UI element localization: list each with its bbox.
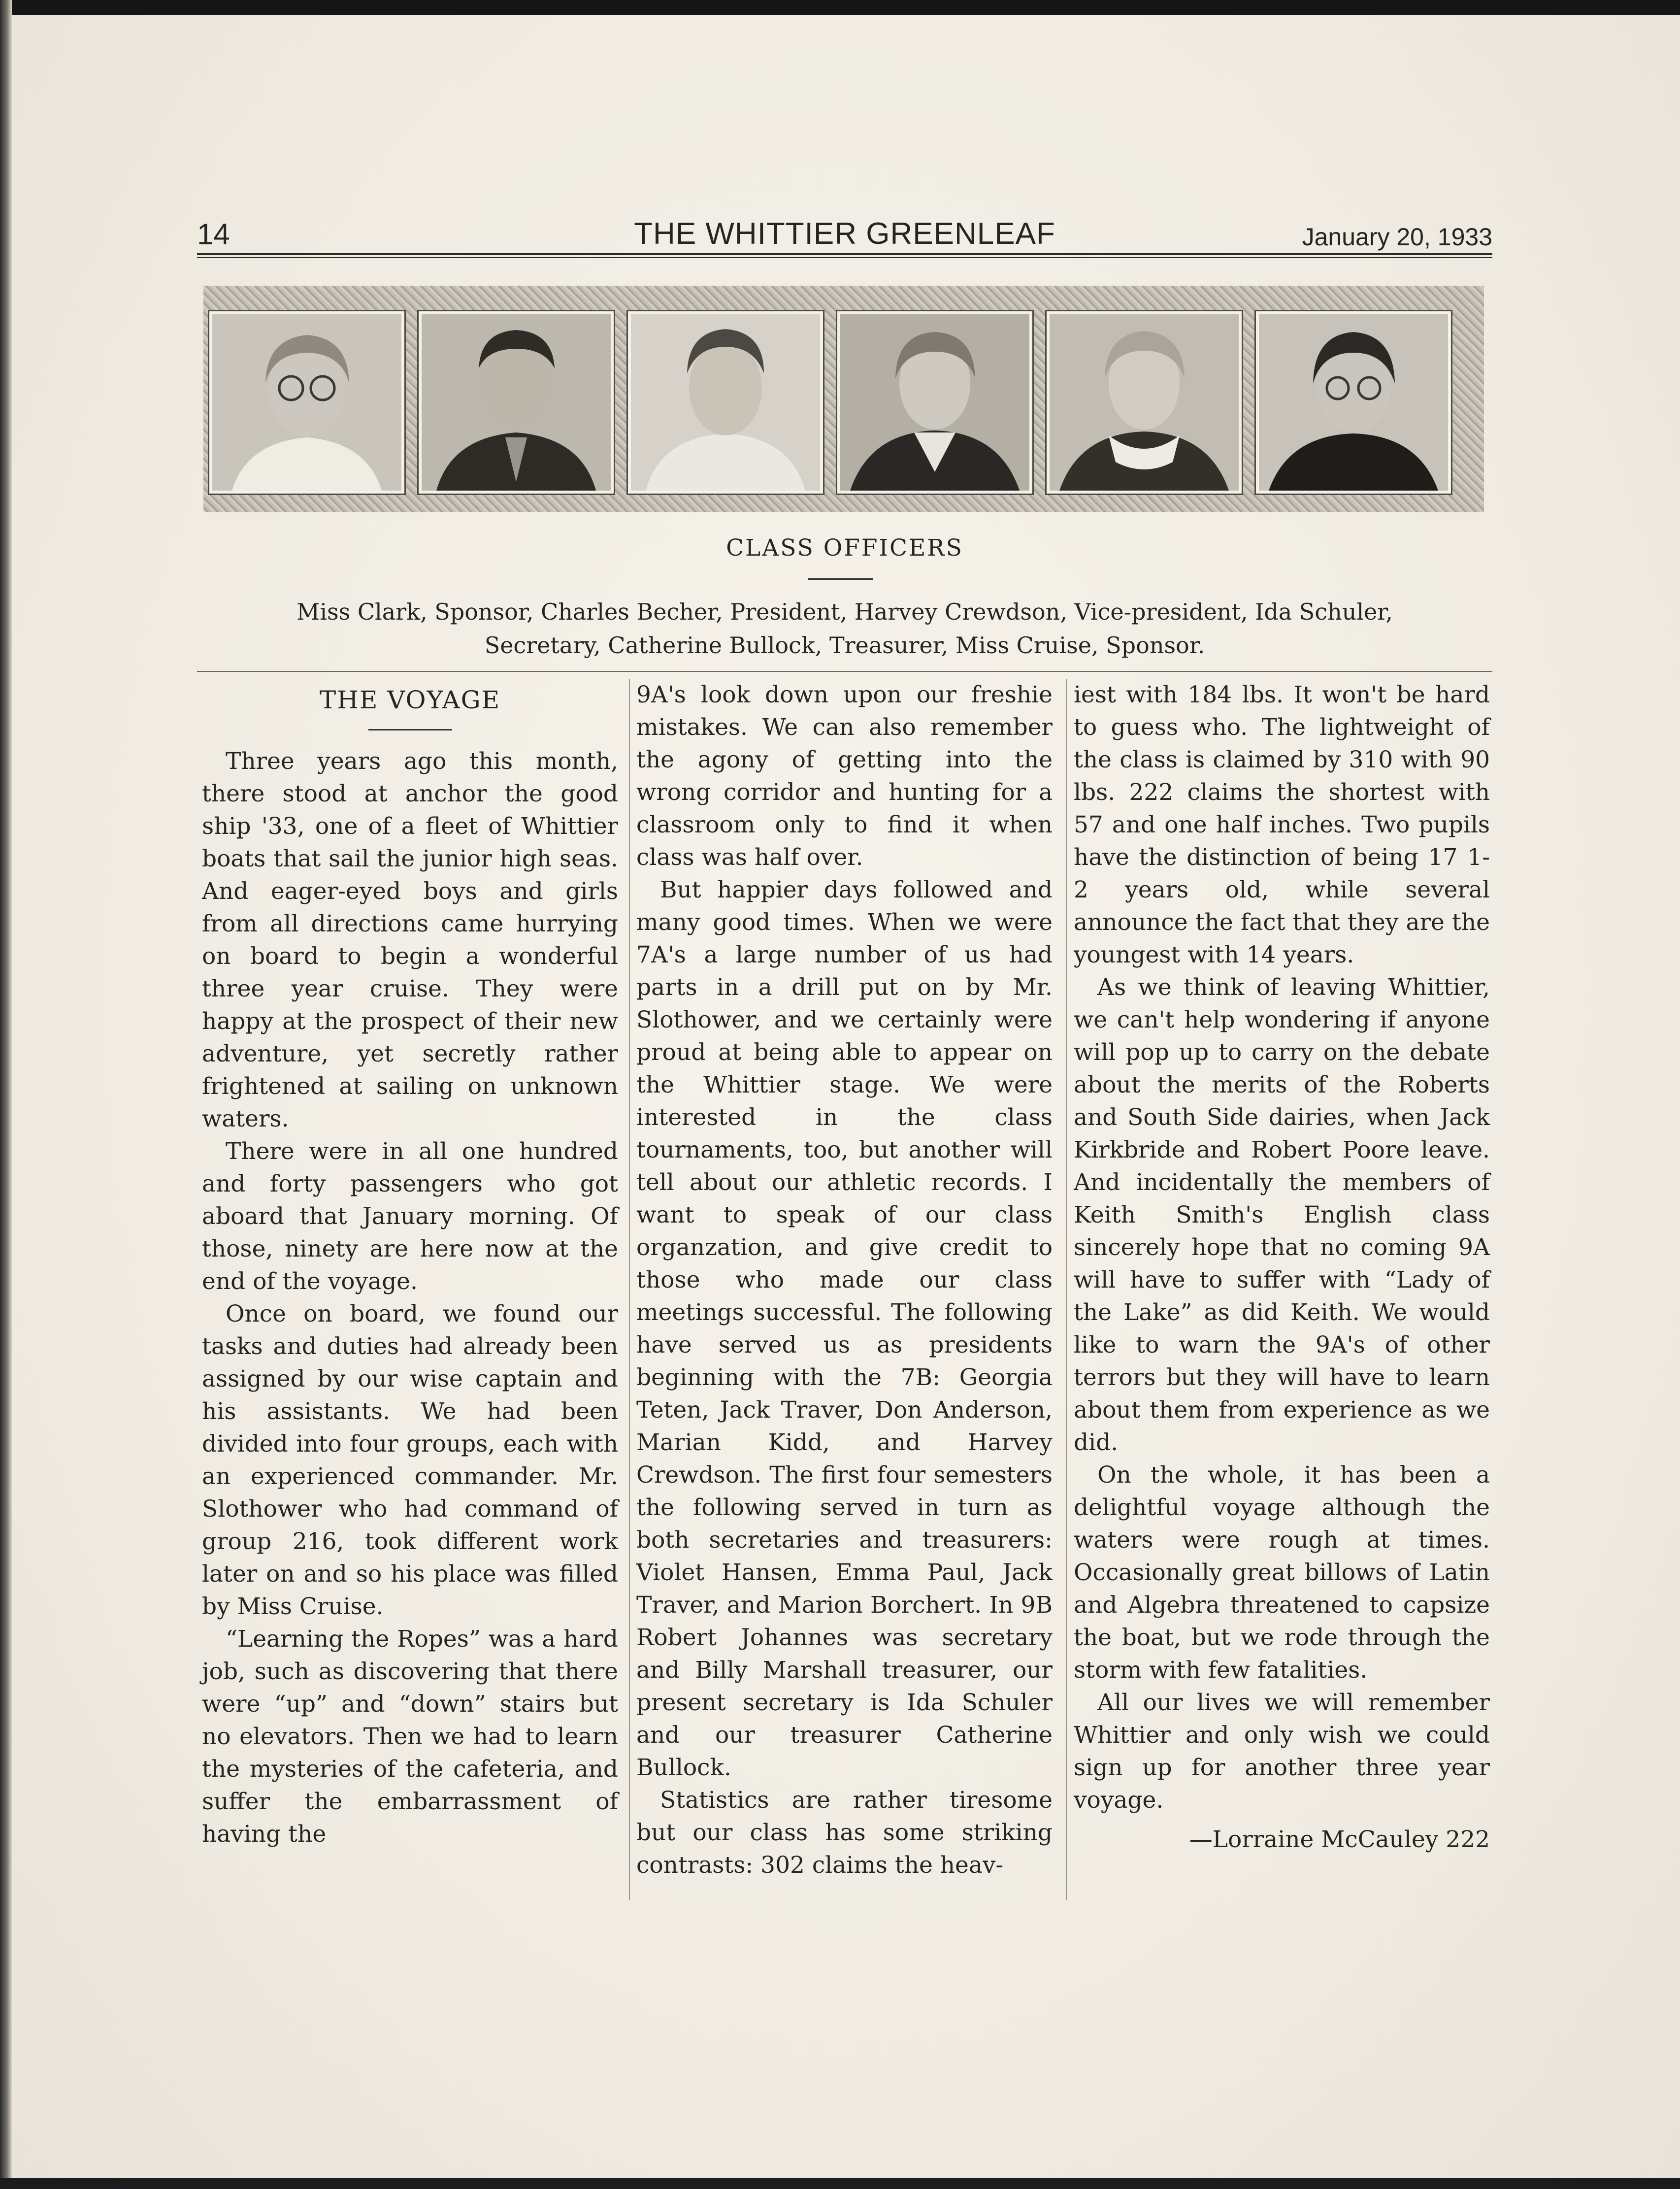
page-header — [197, 213, 1492, 251]
scan-frame-bottom — [0, 2178, 1680, 2189]
publication-title: THE WHITTIER GREENLEAF — [634, 217, 1055, 251]
page-number: 14 — [197, 218, 230, 251]
article-column-2 — [636, 679, 1053, 1882]
caption-title: CLASS OFFICERS — [726, 534, 963, 562]
portrait-catherine-bullock — [1047, 311, 1242, 494]
portrait-charles-becher — [419, 311, 614, 494]
portrait-harvey-crewdson — [628, 311, 823, 494]
portrait-ida-schuler — [837, 311, 1032, 494]
scan-frame-left — [0, 0, 12, 2189]
column-divider — [1066, 679, 1067, 1900]
article-title: THE VOYAGE — [319, 686, 501, 714]
paragraph: On the whole, it has been a delightful voyage although the waters were rough at times. Occasionally great billows of Latin and Algebra threatened to capsize the boat, but we rode through the storm with few fatalities. — [1074, 1461, 1490, 1684]
portrait-miss-clark — [209, 311, 404, 494]
column-divider — [629, 679, 630, 1900]
class-officers-photo-band — [203, 286, 1484, 512]
paragraph: As we think of leaving Whittier, we can't help wondering if anyone will pop up to carry on the debate about the merits of the Roberts and South Side dairies, when Jack Kirkbride and Robert Poore leave. And incidentally the members of Keith Smith's English class sincerely hope that no coming 9A will have to suffer with “Lady of the Lake” as did Keith. We would like to warn the 9A's of other terrors but they will have to learn about them from experience as we did. — [1074, 974, 1490, 1456]
article-byline: —Lorraine McCauley 222 — [1189, 1826, 1490, 1853]
scan-frame-top — [0, 0, 1680, 15]
paragraph: There were in all one hundred and forty passengers who got aboard that January morning. Of those, ninety are here now at the end of the voyage. — [202, 1138, 618, 1295]
paragraph: All our lives we will remember Whittier and only wish we could sign up for another three year voyage. — [1074, 1689, 1490, 1814]
caption-names — [197, 595, 1492, 662]
article-column-3 — [1074, 679, 1490, 1856]
issue-date: January 20, 1933 — [1302, 223, 1492, 251]
title-rule — [368, 729, 452, 730]
portrait-miss-cruise — [1256, 311, 1451, 494]
paragraph: “Learning the Ropes” was a hard job, such as discovering that there were “up” and “down” stairs but no elevators. Then we had to learn the mysteries of the cafeteria, and suffer the embarrassment of having the — [202, 1625, 618, 1848]
paragraph: Once on board, we found our tasks and duties had already been assigned by our wise captain and his assistants. We had been divided into four groups, each with an experienced commander. Mr. Slothower who had command of group 216, took different work later on and so his place was filled by Miss Cruise. — [202, 1300, 618, 1620]
paragraph: Statistics are rather tiresome but our class has some striking contrasts: 302 claims the heav- — [636, 1787, 1053, 1879]
paragraph: iest with 184 lbs. It won't be hard to guess who. The lightweight of the class is claimed by 310 with 90 lbs. 222 claims the shortest with 57 and one half inches. Two pupils have the distinction of being 17 1-2 years old, while several announce the fact that they are the youngest with 14 years. — [1074, 681, 1490, 968]
caption-line-1: Miss Clark, Sponsor, Charles Becher, President, Harvey Crewdson, Vice-president, Ida Schuler, — [296, 598, 1393, 625]
caption-line-2: Secretary, Catherine Bullock, Treasurer, Miss Cruise, Sponsor. — [484, 632, 1205, 659]
article-column-1 — [202, 679, 618, 1851]
paragraph: Three years ago this month, there stood at anchor the good ship '33, one of a fleet of Whittier boats that sail the junior high seas. And eager-eyed boys and girls from all directions came hurrying on board to begin a wonderful three year cruise. They were happy at the prospect of their new adventure, yet secretly rather frightened at sailing on unknown waters. — [202, 748, 618, 1132]
paragraph: But happier days followed and many good times. When we were 7A's a large number of us had parts in a drill put on by Mr. Slothower, and we certainly were proud at being able to appear on the Whittier stage. We were interested in the class tournaments, too, but another will tell about our athletic records. I want to speak of our class organzation, and give credit to those who made our class meetings successful. The following have served us as presidents beginning with the 7B: Georgia Teten, Jack Traver, Don Anderson, Marian Kidd, and Harvey Crewdson. The first four semesters the following served in turn as both secretaries and treasurers: Violet Hansen, Emma Paul, Jack Traver, and Marion Borchert. In 9B Robert Johannes was secretary and Billy Marshall treasurer, our present secretary is Ida Schuler and our treasurer Catherine Bullock. — [636, 876, 1053, 1781]
caption-rule — [808, 578, 873, 580]
caption-separator — [197, 671, 1492, 672]
header-rule — [197, 253, 1492, 258]
paragraph: 9A's look down upon our freshie mistakes. We can also remember the agony of getting into the wrong corridor and hunting for a classroom only to find it when class was half over. — [636, 681, 1053, 871]
